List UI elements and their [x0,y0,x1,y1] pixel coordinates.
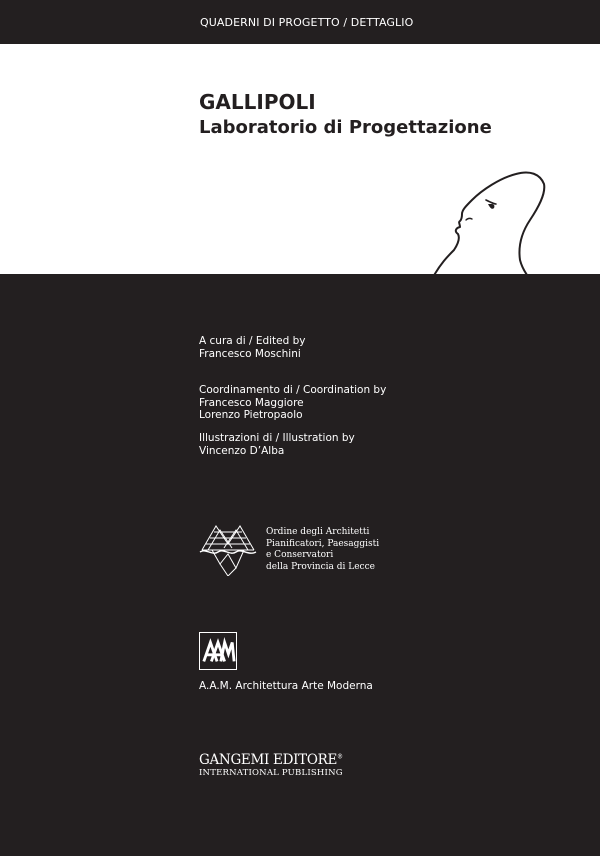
series-title: QUADERNI DI PROGETTO / DETTAGLIO [200,16,414,29]
registered-mark: ® [337,753,343,761]
ordine-architetti-logo-icon [198,520,258,576]
ordine-line: Pianificatori, Paesaggisti [266,538,380,549]
coordinator-name: Lorenzo Pietropaolo [199,409,303,421]
aam-name: A.A.M. Architettura Arte Moderna [199,680,373,692]
title-band [0,44,600,274]
book-subtitle: Laboratorio di Progettazione [199,117,492,138]
line-drawing-head-icon [420,164,560,274]
book-title: GALLIPOLI [199,90,316,114]
illustrations-label: Illustrazioni di / Illustration by [199,432,355,444]
coordination-label: Coordinamento di / Coordination by [199,384,387,396]
editor-name: Francesco Moschini [199,347,301,360]
publisher-subtitle: INTERNATIONAL PUBLISHING [199,768,343,778]
series-header [0,0,600,44]
publisher-logo [199,752,343,768]
coordinator-name: Francesco Maggiore [199,396,304,409]
credits-editor [199,335,306,360]
ordine-line: e Conservatori [266,550,334,560]
credits-coordination [199,384,386,422]
publisher-name: GANGEMI EDITORE [199,752,338,768]
credits-illustrations [199,432,355,457]
editor-label: A cura di / Edited by [199,335,306,347]
ordine-line: Ordine degli Architetti [266,527,370,537]
ordine-line: della Provincia di Lecce [266,561,375,572]
aam-logo-icon [199,632,237,670]
illustrator-name: Vincenzo D’Alba [199,444,285,457]
ordine-architetti-text [266,527,379,573]
